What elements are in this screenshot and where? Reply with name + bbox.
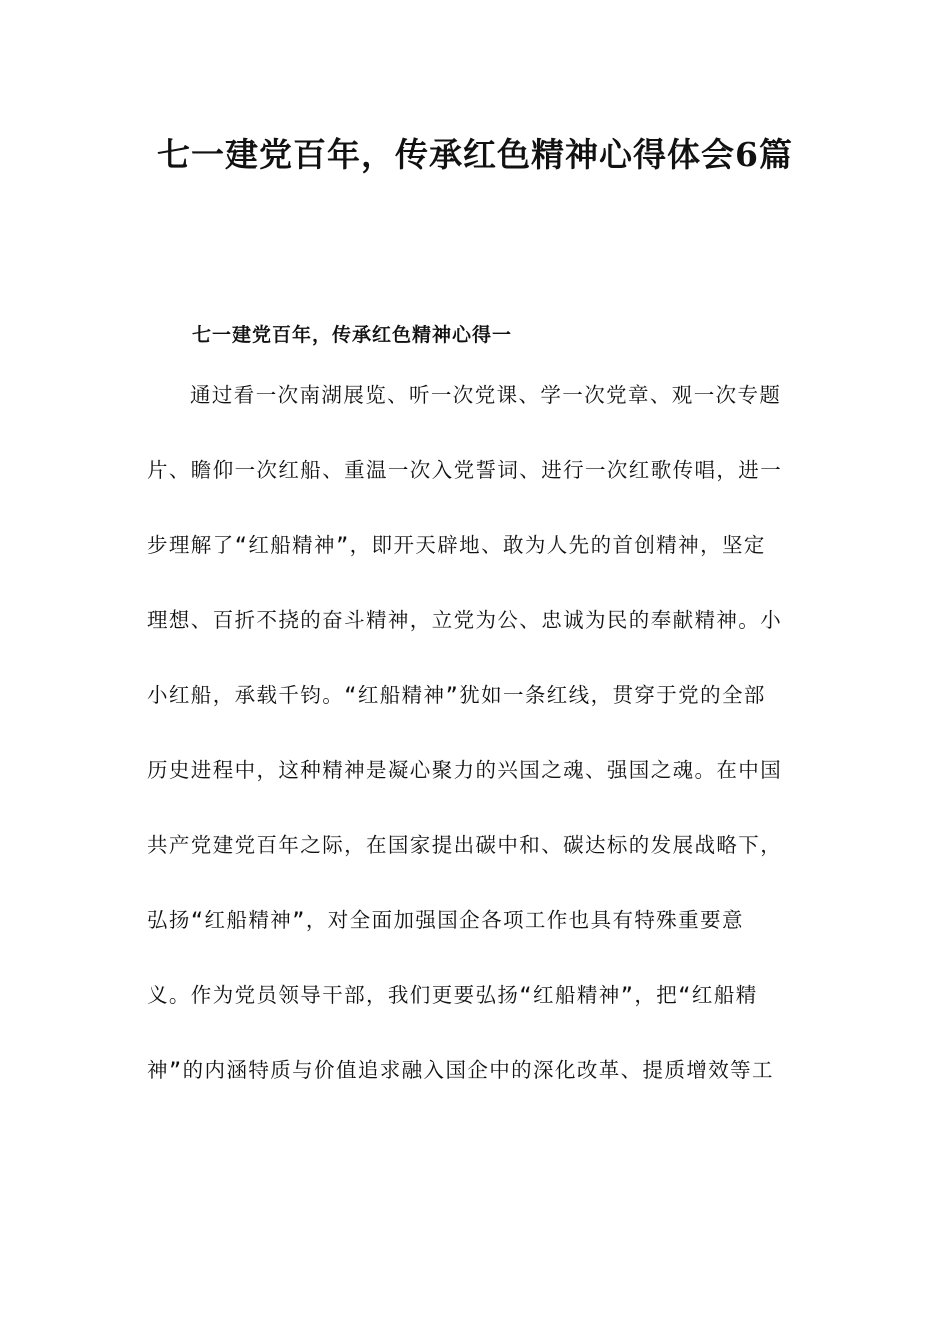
paragraph-line: 步理解了“红船精神”，即开天辟地、敢为人先的首创精神，坚定	[147, 533, 766, 557]
body-paragraph	[147, 370, 807, 1120]
paragraph-line: 共产党建党百年之际，在国家提出碳中和、碳达标的发展战略下，	[147, 833, 783, 857]
section-heading: 七一建党百年，传承红色精神心得一	[192, 324, 513, 346]
paragraph-line: 通过看一次南湖展览、听一次党课、学一次党章、观一次专题	[190, 383, 782, 407]
paragraph-line: 小红船，承载千钧。“红船精神”犹如一条红线，贯穿于党的全部	[147, 683, 766, 707]
document-title: 七一建党百年，传承红色精神心得体会6篇	[157, 135, 793, 174]
paragraph-line: 历史进程中，这种精神是凝心聚力的兴国之魂、强国之魂。在中国	[147, 758, 783, 782]
paragraph-line: 弘扬“红船精神”，对全面加强国企各项工作也具有特殊重要意	[147, 908, 744, 932]
paragraph-line: 片、瞻仰一次红船、重温一次入党誓词、进行一次红歌传唱，进一	[147, 458, 783, 482]
paragraph-line: 神”的内涵特质与价值追求融入国企中的深化改革、提质增效等工	[147, 1058, 774, 1082]
paragraph-line: 理想、百折不挠的奋斗精神，立党为公、忠诚为民的奉献精神。小	[147, 608, 783, 632]
paragraph-line: 义。作为党员领导干部，我们更要弘扬“红船精神”，把“红船精	[147, 983, 758, 1007]
